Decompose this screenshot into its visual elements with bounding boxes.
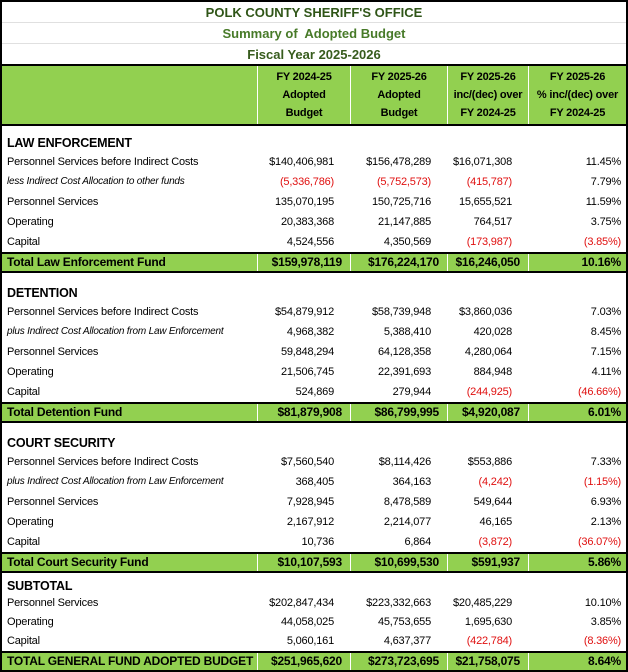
cell-inc-dec: 764,517	[473, 216, 512, 228]
section-spacer	[2, 423, 626, 435]
row-label: Personnel Services before Indirect Costs	[7, 306, 199, 318]
cell-fy2526-budget: (5,752,573)	[376, 176, 431, 188]
table-row	[2, 152, 626, 172]
section-heading: SUBTOTAL	[7, 579, 73, 593]
cell-pct-inc-dec: (3.85%)	[583, 236, 621, 248]
cell-fy2526-budget: $58,739,948	[372, 306, 431, 318]
section-heading: DETENTION	[7, 286, 78, 300]
cell-inc-dec: 884,948	[473, 366, 512, 378]
budget-sections	[2, 126, 626, 672]
cell-pct-inc-dec: 2.13%	[590, 516, 621, 528]
table-row	[2, 492, 626, 512]
cell-pct-inc-dec: 11.59%	[585, 196, 621, 208]
section-subtotal	[2, 573, 626, 672]
total-row-subtotal	[2, 651, 626, 672]
table-row	[2, 212, 626, 232]
table-row	[2, 232, 626, 252]
table-row	[2, 362, 626, 382]
total-label: Total Law Enforcement Fund	[7, 255, 166, 269]
col-header-fy2526-budget	[350, 66, 447, 124]
total-row-court-security	[2, 552, 626, 573]
col-header-line: % inc/(dec) over	[536, 89, 619, 101]
cell-pct-inc-dec: 3.85%	[590, 616, 621, 628]
cell-fy2425-budget: $10,107,593	[257, 554, 350, 571]
cell-fy2425-budget: 4,968,382	[286, 326, 334, 338]
cell-pct-inc-dec: 8.45%	[590, 326, 621, 338]
col-header-line: Budget	[380, 107, 418, 119]
table-row	[2, 594, 626, 613]
table-row	[2, 172, 626, 192]
cell-fy2526-budget: $10,699,530	[350, 554, 447, 571]
section-heading: LAW ENFORCEMENT	[7, 136, 132, 150]
col-header-line: Budget	[285, 107, 323, 119]
section-law-enforcement	[2, 126, 626, 273]
row-label: less Indirect Cost Allocation to other funds	[7, 176, 185, 187]
cell-inc-dec: $20,485,229	[453, 597, 512, 609]
col-header-line: FY 2025-26	[460, 71, 516, 83]
row-label: Operating	[7, 616, 54, 628]
cell-inc-dec: $21,758,075	[447, 653, 528, 670]
cell-fy2526-budget: 22,391,693	[377, 366, 431, 378]
table-row	[2, 472, 626, 492]
cell-fy2526-budget: $156,478,289	[366, 156, 431, 168]
cell-inc-dec: 549,644	[473, 496, 512, 508]
cell-pct-inc-dec: 7.79%	[590, 176, 621, 188]
cell-fy2425-budget: 59,848,294	[280, 346, 334, 358]
row-label: Capital	[7, 236, 40, 248]
cell-fy2425-budget: 5,060,161	[286, 635, 334, 647]
row-label: Capital	[7, 386, 40, 398]
cell-inc-dec: (173,987)	[466, 236, 512, 248]
cell-fy2425-budget: $54,879,912	[275, 306, 334, 318]
row-label: Operating	[7, 216, 54, 228]
cell-fy2526-budget: 64,128,358	[377, 346, 431, 358]
section-heading: COURT SECURITY	[7, 436, 116, 450]
total-label: TOTAL GENERAL FUND ADOPTED BUDGET	[7, 654, 254, 668]
col-header-empty	[2, 66, 257, 124]
cell-fy2425-budget: 368,405	[295, 476, 334, 488]
cell-fy2425-budget: 135,070,195	[275, 196, 334, 208]
cell-pct-inc-dec: 10.16%	[528, 254, 626, 271]
table-row	[2, 632, 626, 651]
cell-fy2425-budget: 10,736	[301, 536, 334, 548]
section-court-security	[2, 423, 626, 573]
cell-fy2425-budget: 21,506,745	[280, 366, 334, 378]
total-row-law-enforcement	[2, 252, 626, 273]
total-label: Total Detention Fund	[7, 405, 123, 419]
cell-pct-inc-dec: (8.36%)	[583, 635, 621, 647]
col-header-line: Adopted	[282, 89, 326, 101]
cell-pct-inc-dec: 5.86%	[528, 554, 626, 571]
cell-fy2526-budget: $8,114,426	[378, 456, 431, 468]
cell-fy2425-budget: $7,560,540	[280, 456, 334, 468]
col-header-fy2425-budget	[257, 66, 350, 124]
row-label: plus Indirect Cost Allocation from Law Enforcement	[7, 326, 224, 337]
cell-fy2425-budget: $202,847,434	[269, 597, 334, 609]
cell-fy2526-budget: 6,864	[404, 536, 431, 548]
cell-inc-dec: $3,860,036	[458, 306, 512, 318]
table-row	[2, 302, 626, 322]
cell-fy2425-budget: $81,879,908	[257, 404, 350, 421]
cell-fy2425-budget: (5,336,786)	[279, 176, 334, 188]
cell-inc-dec: (3,872)	[478, 536, 512, 548]
col-header-line: FY 2024-25	[276, 71, 332, 83]
row-label: Personnel Services	[7, 346, 99, 358]
cell-fy2526-budget: 8,478,589	[383, 496, 431, 508]
table-row	[2, 512, 626, 532]
col-header-line: FY 2024-25	[549, 107, 606, 119]
cell-fy2526-budget: $273,723,695	[350, 653, 447, 670]
cell-pct-inc-dec: 4.11%	[591, 366, 621, 378]
cell-inc-dec: $591,937	[447, 554, 528, 571]
col-header-line: inc/(dec) over	[453, 89, 523, 101]
cell-fy2425-budget: 7,928,945	[286, 496, 334, 508]
cell-fy2425-budget: $251,965,620	[257, 653, 350, 670]
cell-fy2526-budget: 4,350,569	[383, 236, 431, 248]
cell-pct-inc-dec: 8.64%	[528, 653, 626, 670]
cell-fy2425-budget: 4,524,556	[286, 236, 334, 248]
cell-fy2526-budget: 4,637,377	[383, 635, 431, 647]
col-header-inc-dec	[447, 66, 528, 124]
col-header-line: Adopted	[377, 89, 421, 101]
row-label: Personnel Services before Indirect Costs	[7, 456, 199, 468]
cell-fy2425-budget: $159,978,119	[257, 254, 350, 271]
cell-pct-inc-dec: (36.07%)	[577, 536, 621, 548]
cell-fy2526-budget: $86,799,995	[350, 404, 447, 421]
cell-pct-inc-dec: 7.33%	[590, 456, 621, 468]
section-spacer	[2, 126, 626, 135]
cell-fy2526-budget: $176,224,170	[350, 254, 447, 271]
row-label: Personnel Services before Indirect Costs	[7, 156, 199, 168]
title-office: POLK COUNTY SHERIFF'S OFFICE	[2, 2, 626, 23]
row-label: Personnel Services	[7, 597, 99, 609]
col-header-line: FY 2025-26	[549, 71, 606, 83]
cell-pct-inc-dec: 7.03%	[590, 306, 621, 318]
cell-inc-dec: (244,925)	[466, 386, 512, 398]
cell-inc-dec: (4,242)	[478, 476, 512, 488]
row-label: Capital	[7, 635, 40, 647]
section-detention	[2, 273, 626, 423]
cell-fy2425-budget: $140,406,981	[269, 156, 334, 168]
cell-pct-inc-dec: 7.15%	[590, 346, 621, 358]
cell-pct-inc-dec: 11.45%	[585, 156, 621, 168]
cell-pct-inc-dec: 10.10%	[584, 597, 621, 609]
title-summary: Summary of Adopted Budget	[2, 23, 626, 44]
title-fiscal-year: Fiscal Year 2025-2026	[247, 46, 381, 62]
table-row	[2, 532, 626, 552]
total-row-detention	[2, 402, 626, 423]
row-label: Capital	[7, 536, 40, 548]
cell-pct-inc-dec: 6.01%	[528, 404, 626, 421]
table-row	[2, 322, 626, 342]
cell-fy2526-budget: 150,725,716	[372, 196, 431, 208]
row-label: Personnel Services	[7, 196, 99, 208]
cell-fy2425-budget: 44,058,025	[280, 616, 334, 628]
cell-fy2425-budget: 524,869	[295, 386, 334, 398]
cell-inc-dec: 1,695,630	[464, 616, 512, 628]
cell-fy2526-budget: $223,332,663	[366, 597, 431, 609]
table-row	[2, 382, 626, 402]
row-label: plus Indirect Cost Allocation from Law Enforcement	[7, 476, 224, 487]
cell-inc-dec: $4,920,087	[447, 404, 528, 421]
total-label: Total Court Security Fund	[7, 555, 149, 569]
row-label: Personnel Services	[7, 496, 99, 508]
col-header-pct-inc-dec	[528, 66, 626, 124]
col-header-line: FY 2025-26	[371, 71, 427, 83]
table-row	[2, 192, 626, 212]
table-row	[2, 613, 626, 632]
cell-inc-dec: 46,165	[479, 516, 512, 528]
cell-fy2526-budget: 279,944	[392, 386, 431, 398]
cell-inc-dec: (422,784)	[466, 635, 512, 647]
cell-pct-inc-dec: (1.15%)	[583, 476, 621, 488]
cell-fy2526-budget: 5,388,410	[383, 326, 431, 338]
cell-pct-inc-dec: (46.66%)	[577, 386, 621, 398]
row-label: Operating	[7, 366, 54, 378]
cell-fy2526-budget: 364,163	[392, 476, 431, 488]
cell-inc-dec: $16,246,050	[447, 254, 528, 271]
cell-fy2526-budget: 21,147,885	[377, 216, 431, 228]
table-row	[2, 452, 626, 472]
table-row	[2, 342, 626, 362]
cell-inc-dec: 15,655,521	[458, 196, 512, 208]
cell-pct-inc-dec: 3.75%	[590, 216, 621, 228]
cell-inc-dec: 4,280,064	[464, 346, 512, 358]
cell-inc-dec: (415,787)	[466, 176, 512, 188]
cell-fy2425-budget: 20,383,368	[280, 216, 334, 228]
cell-fy2526-budget: 2,214,077	[383, 516, 431, 528]
column-header-row	[2, 64, 626, 126]
cell-fy2425-budget: 2,167,912	[286, 516, 334, 528]
col-header-line: FY 2024-25	[460, 107, 516, 119]
cell-fy2526-budget: 45,753,655	[377, 616, 431, 628]
section-spacer	[2, 273, 626, 285]
cell-inc-dec: $16,071,308	[453, 156, 512, 168]
cell-inc-dec: 420,028	[473, 326, 512, 338]
row-label: Operating	[7, 516, 54, 528]
cell-pct-inc-dec: 6.93%	[590, 496, 621, 508]
cell-inc-dec: $553,886	[467, 456, 512, 468]
